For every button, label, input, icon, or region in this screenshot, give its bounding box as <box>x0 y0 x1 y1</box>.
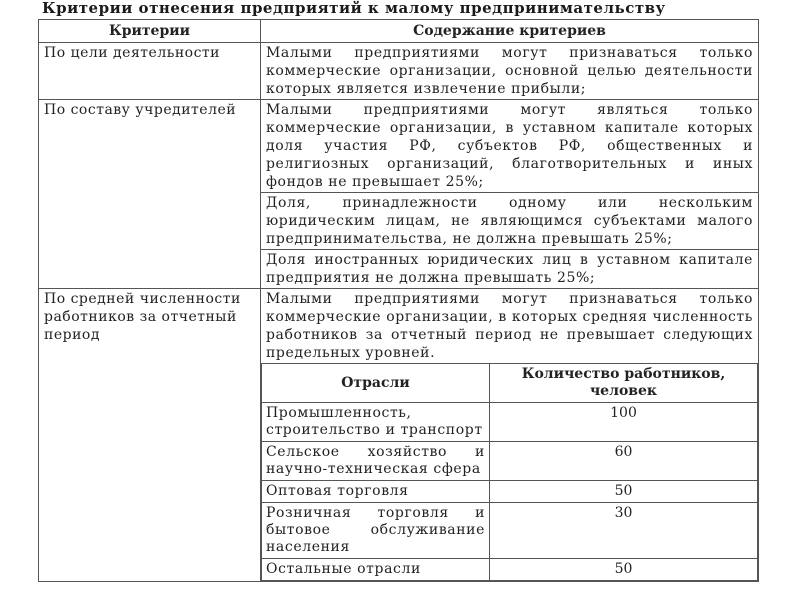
industry-row <box>262 559 758 581</box>
content-intro: Малыми предприятиями могут признаваться только коммерческие организации, в которых средняя численность работников за отчетный период не превышает следующих предельных уровней. <box>266 291 753 361</box>
table-row <box>39 100 759 193</box>
page-title: Критерии отнесения предприятий к малому предпринимательству <box>42 0 666 17</box>
content-cell <box>261 289 759 582</box>
employee-count: 30 <box>490 503 758 559</box>
industry-header: Отрасли <box>262 364 490 403</box>
industry-row <box>262 503 758 559</box>
industry-row <box>262 403 758 442</box>
content-cell: Доля, принадлежности одному или нескольким юридическим лицам, не являющимся субъектами малого предпринимательства, не должна превышать 25%; <box>261 193 759 250</box>
industry-name: Промышленность, строительство и транспорт <box>262 403 490 442</box>
industry-row <box>262 442 758 481</box>
industry-name: Оптовая торговля <box>262 481 490 503</box>
header-content: Содержание критериев <box>261 20 759 43</box>
criteria-table <box>38 19 759 582</box>
content-cell: Малыми предприятиями могут признаваться только коммерческие организации, основной целью деятельности которых является извлечение прибыли; <box>261 43 759 100</box>
header-row <box>39 20 759 43</box>
industry-row <box>262 481 758 503</box>
header-criteria: Критерии <box>39 20 261 43</box>
table-row <box>39 289 759 582</box>
employee-count: 50 <box>490 559 758 581</box>
industry-name: Остальные отрасли <box>262 559 490 581</box>
industry-name: Розничная торговля и бытовое обслуживание населения <box>262 503 490 559</box>
content-cell: Доля иностранных юридических лиц в уставном капитале предприятия не должна превышать 25%; <box>261 250 759 289</box>
employee-count: 60 <box>490 442 758 481</box>
employees-header: Количество работников, человек <box>490 364 758 403</box>
criterion-cell: По цели деятельности <box>39 43 261 100</box>
content-cell: Малыми предприятиями могут являться только коммерческие организации, в уставном капитале которых доля участия РФ, субъектов РФ, общественных и религиозных организаций, благотворительных и иных фондов не превышает 25%; <box>261 100 759 193</box>
industry-header-row <box>262 364 758 403</box>
criterion-cell: По средней численности работников за отчетный период <box>39 289 261 582</box>
industry-name: Сельское хозяйство и научно-техническая сфера <box>262 442 490 481</box>
employee-count: 100 <box>490 403 758 442</box>
table-row <box>39 43 759 100</box>
industry-table <box>261 363 758 581</box>
employee-count: 50 <box>490 481 758 503</box>
criterion-cell: По составу учредителей <box>39 100 261 289</box>
